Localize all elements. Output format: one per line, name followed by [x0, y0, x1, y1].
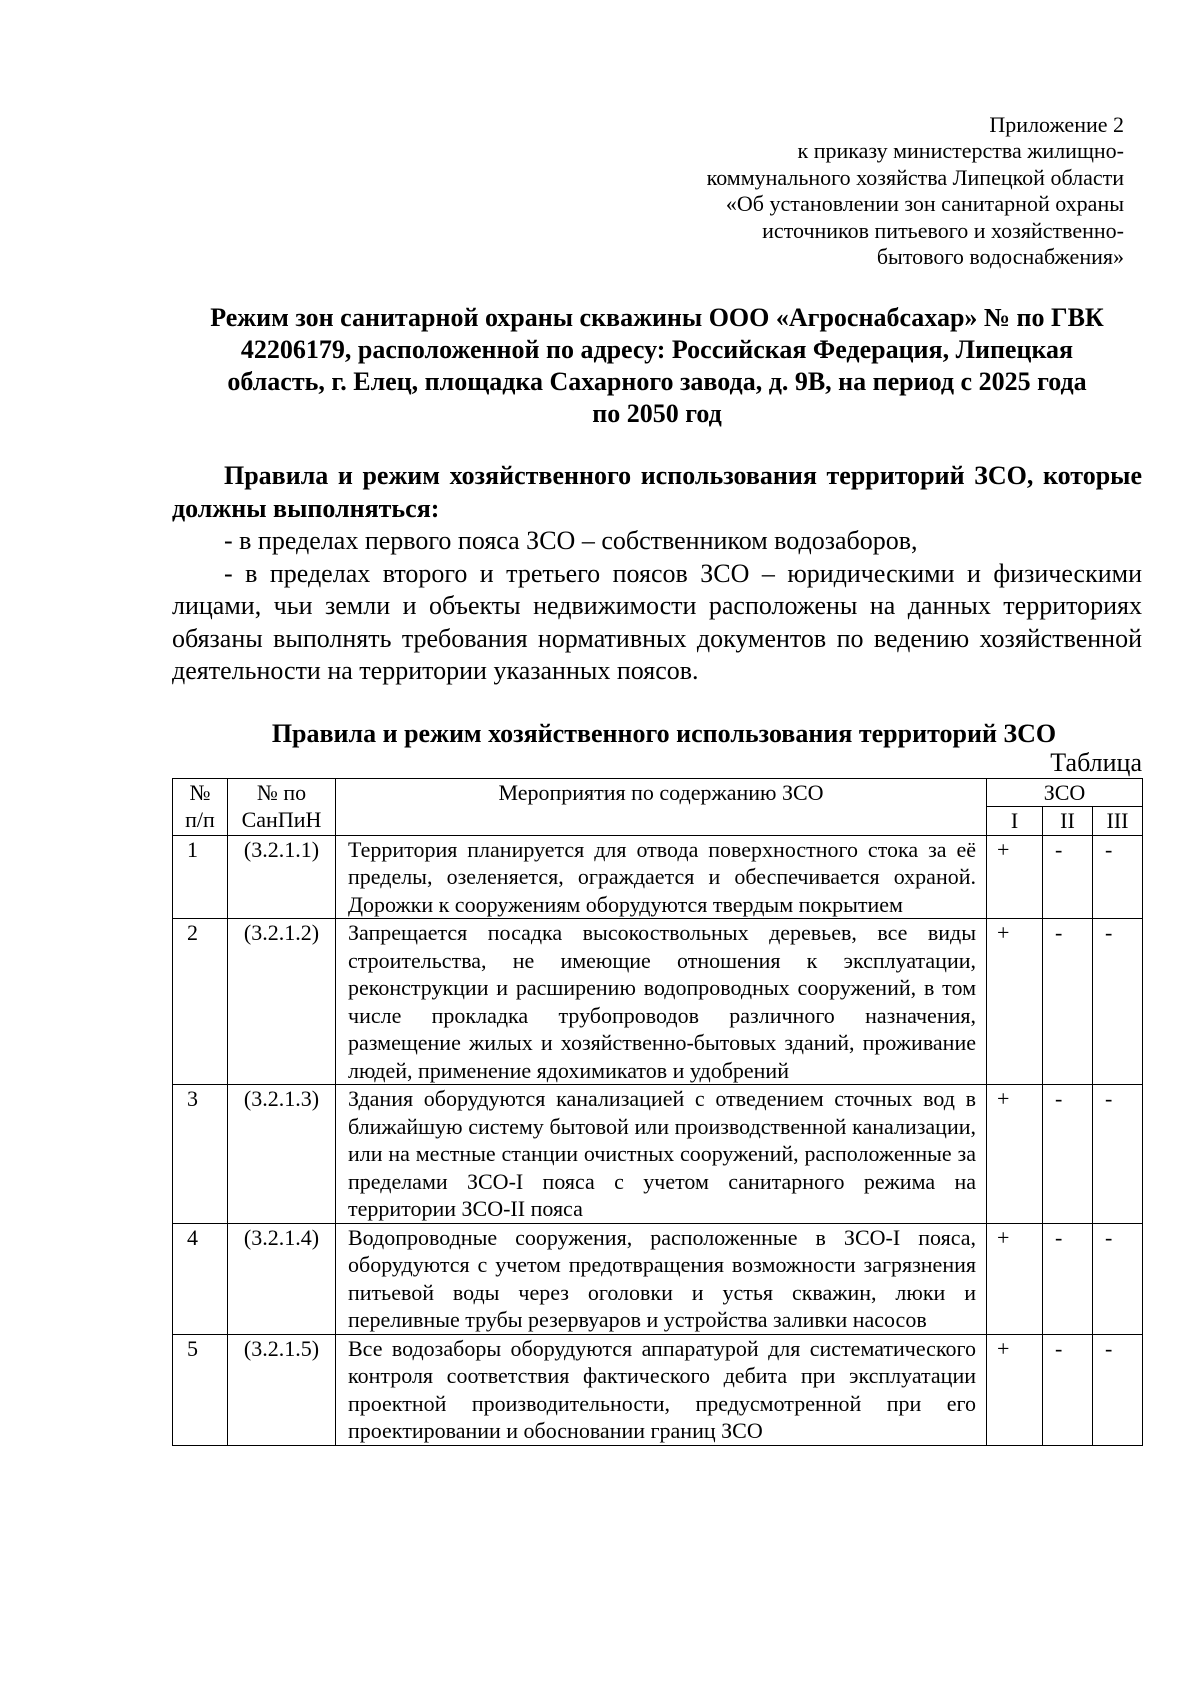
appendix-line: «Об установлении зон санитарной охраны: [725, 191, 1124, 217]
title-line: 42206179, расположенной по адресу: Российская Федерация, Липецкая: [240, 335, 1074, 365]
row-measure-text: Запрещается посадка высокоствольных деревьев, все виды строительства, не имеющие отношения к эксплуатации, реконструкции и расширению водопроводных сооружений, в том числе прокладка трубопроводов различного назначения, размещение жилых и хозяйственно-бытовых зданий, проживание людей, применение ядохимикатов и удобрений: [336, 919, 987, 1085]
row-num: 2: [173, 919, 228, 1085]
row-belt-2-mark: -: [1043, 1334, 1093, 1445]
title-line: по 2050 год: [592, 399, 722, 429]
intro-item-first-belt: - в пределах первого пояса ЗСО – собственником водозаборов,: [224, 526, 918, 556]
appendix-line: источников питьевого и хозяйственно-: [762, 217, 1124, 243]
header-sanpin: № по СанПиН: [228, 778, 336, 835]
row-measure-text: Все водозаборы оборудуются аппаратурой для систематического контроля соответствия фактического дебита при эксплуатации проектной производительности, предусмотренной при его проектировании и обосновании границ ЗСО: [336, 1334, 987, 1445]
header-belt-3: III: [1093, 807, 1143, 836]
intro-heading: Правила и режим хозяйственного использования территорий ЗСО, которые должны выполняться:: [172, 461, 1142, 523]
header-zso: ЗСО: [987, 778, 1143, 807]
header-measures: Мероприятия по содержанию ЗСО: [336, 778, 987, 835]
row-belt-3-mark: -: [1093, 1334, 1143, 1445]
row-num: 5: [173, 1334, 228, 1445]
header-belt-2: II: [1043, 807, 1093, 836]
row-belt-3-mark: -: [1093, 919, 1143, 1085]
title-line: Режим зон санитарной охраны скважины ООО «Агроснабсахар» № по ГВК: [210, 303, 1104, 333]
appendix-line: Приложение 2: [989, 112, 1124, 137]
row-belt-2-mark: -: [1043, 1223, 1093, 1334]
row-num: 4: [173, 1223, 228, 1334]
title-line: область, г. Елец, площадка Сахарного завода, д. 9В, на период с 2025 года: [227, 367, 1087, 397]
table-row: [173, 919, 1143, 1085]
appendix-line: коммунального хозяйства Липецкой области: [706, 164, 1124, 190]
row-belt-1-mark: +: [987, 1085, 1043, 1224]
row-belt-2-mark: -: [1043, 835, 1093, 919]
table-row: [173, 835, 1143, 919]
document-title: [172, 302, 1142, 430]
table-heading: Правила и режим хозяйственного использования территорий ЗСО: [271, 718, 1057, 748]
row-sanpin-code: (3.2.1.2): [228, 919, 336, 1085]
row-measure-text: Территория планируется для отвода поверхностного стока за её пределы, озеленяется, ограждается и обеспечивается охраной. Дорожки к сооружениям оборудуются твердым покрытием: [336, 835, 987, 919]
row-belt-2-mark: -: [1043, 1085, 1093, 1224]
document-page: [172, 112, 1142, 1446]
intro-item-second-third-belt: - в пределах второго и третьего поясов ЗСО – юридическими и физическими лицами, чьи земли и объекты недвижимости расположены на данных территориях обязаны выполнять требования нормативных документов по ведению хозяйственной деятельности на территории указанных поясов.: [172, 558, 1142, 686]
zso-measures-table: [172, 778, 1143, 1446]
row-belt-1-mark: +: [987, 1223, 1043, 1334]
table-row: [173, 1085, 1143, 1224]
row-sanpin-code: (3.2.1.1): [228, 835, 336, 919]
row-belt-1-mark: +: [987, 919, 1043, 1085]
row-sanpin-code: (3.2.1.5): [228, 1334, 336, 1445]
row-num: 3: [173, 1085, 228, 1224]
row-belt-1-mark: +: [987, 1334, 1043, 1445]
table-row: [173, 1334, 1143, 1445]
row-belt-3-mark: -: [1093, 1223, 1143, 1334]
row-measure-text: Водопроводные сооружения, расположенные в ЗСО-I пояса, оборудуются с учетом предотвращения возможности загрязнения питьевой воды через оголовки и устья скважин, люки и переливные трубы резервуаров и устройства заливки насосов: [336, 1223, 987, 1334]
row-num: 1: [173, 835, 228, 919]
appendix-line: к приказу министерства жилищно-: [797, 138, 1124, 164]
table-header-row: [173, 778, 1143, 807]
appendix-line: бытового водоснабжения»: [876, 244, 1124, 270]
row-belt-2-mark: -: [1043, 919, 1093, 1085]
row-belt-3-mark: -: [1093, 1085, 1143, 1224]
intro-section: [172, 460, 1142, 688]
row-sanpin-code: (3.2.1.4): [228, 1223, 336, 1334]
row-belt-3-mark: -: [1093, 835, 1143, 919]
appendix-block: [172, 112, 1142, 270]
row-belt-1-mark: +: [987, 835, 1043, 919]
table-row: [173, 1223, 1143, 1334]
table-label: Таблица: [1050, 747, 1142, 777]
header-num: № п/п: [173, 778, 228, 835]
row-sanpin-code: (3.2.1.3): [228, 1085, 336, 1224]
row-measure-text: Здания оборудуются канализацией с отведением сточных вод в ближайшую систему бытовой или производственной канализации, или на местные станции очистных сооружений, расположенные за пределами ЗСО-I пояса с учетом санитарного режима на территории ЗСО-II пояса: [336, 1085, 987, 1224]
header-belt-1: I: [987, 807, 1043, 836]
